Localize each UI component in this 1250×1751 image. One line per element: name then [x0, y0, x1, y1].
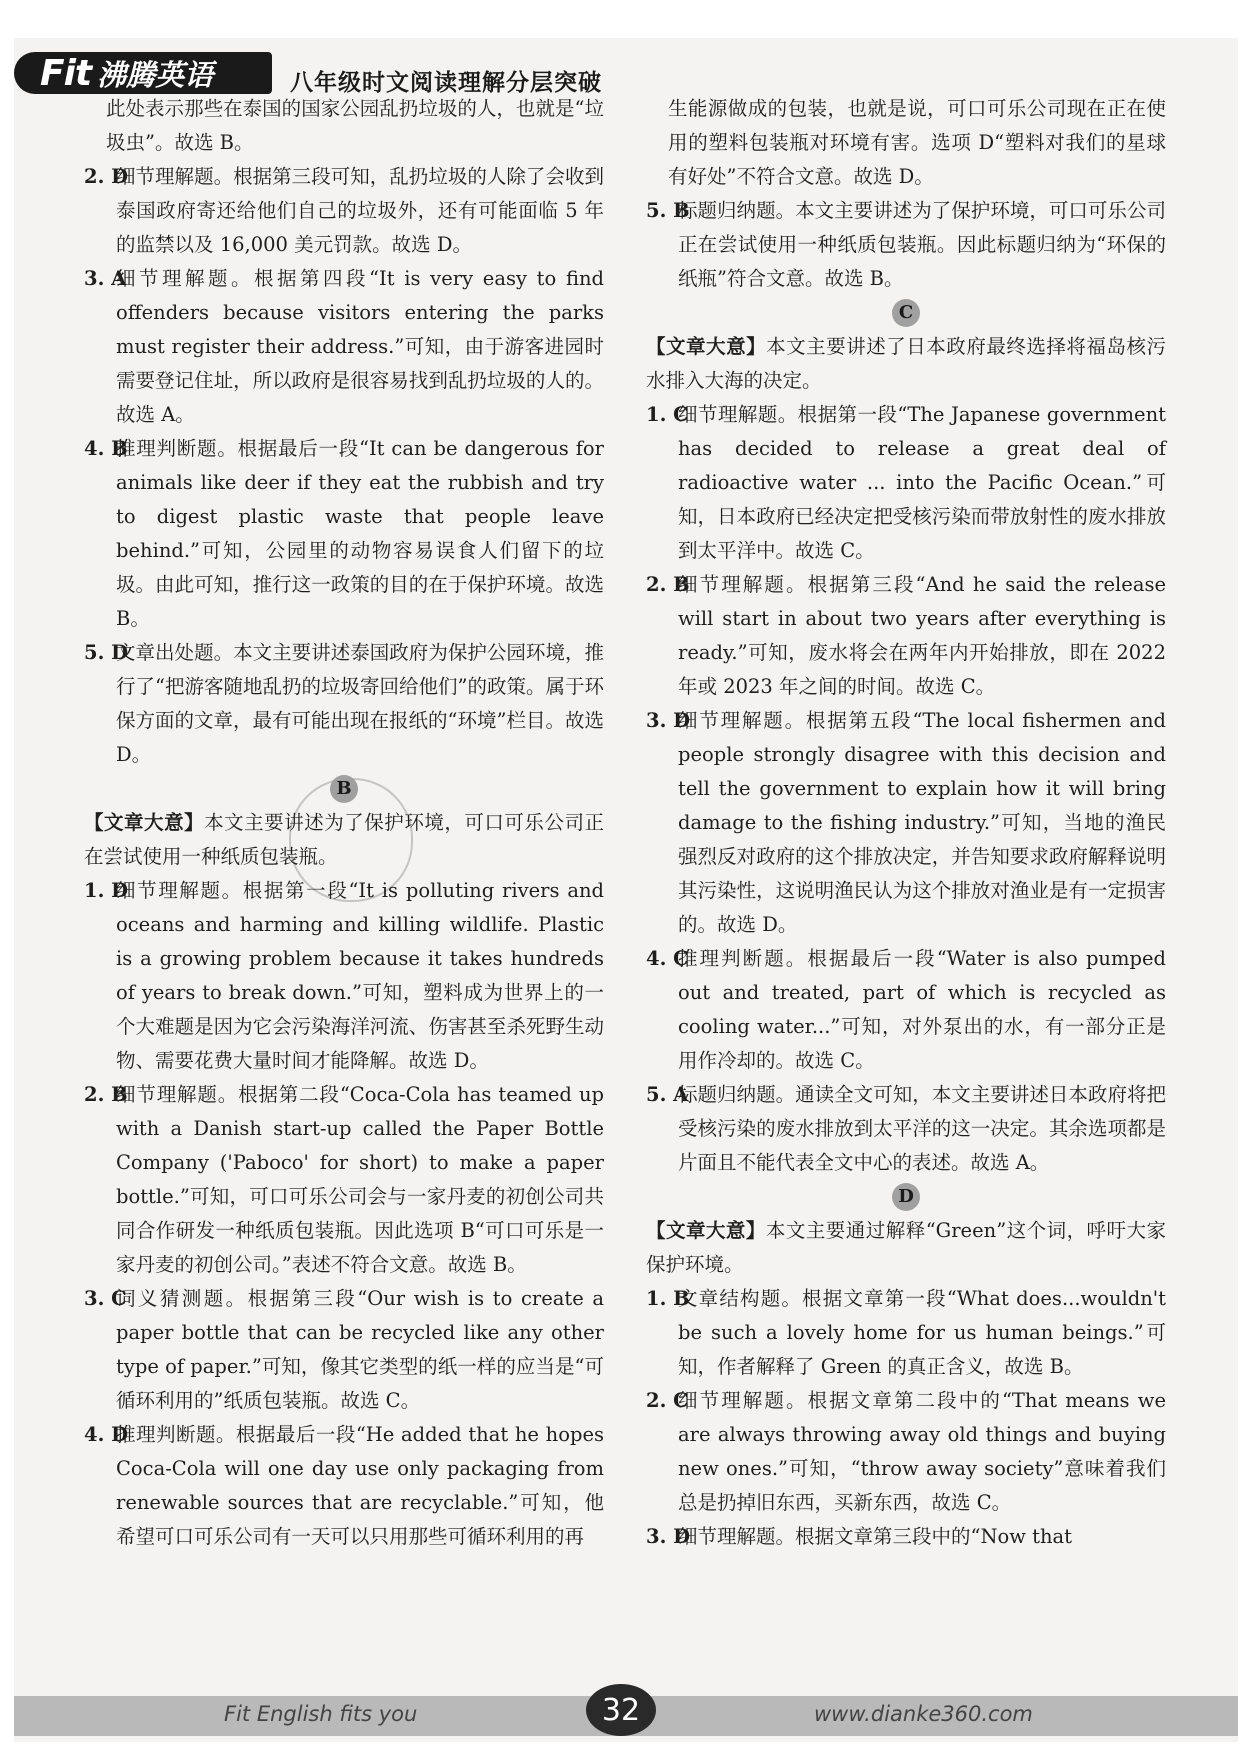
answer-number: 3. D: [646, 709, 691, 732]
continuation-paragraph: 生能源做成的包装，也就是说，可口可乐公司现在正在使用的塑料包装瓶对环境有害。选项 D“塑料对我们的星球有好处”不符合文意。故选 D。: [668, 97, 1166, 188]
answer-number: 2. B: [84, 1083, 128, 1106]
answer-number: 4. B: [84, 437, 128, 460]
summary-tag: 【文章大意】: [646, 1219, 766, 1242]
answer-explanation: [646, 1520, 1166, 1554]
summary-tag: 【文章大意】: [646, 335, 767, 358]
answer-explanation: [84, 636, 604, 772]
answer-explanation: [646, 1282, 1166, 1384]
footer-website: www.dianke360.com: [814, 1702, 1033, 1726]
answer-text: 推理判断题。根据最后一段“It can be dangerous for animals like deer if they eat the rubbish and try to digest plastic waste that people leave behind.”可知，公园里的动物容易误食人们留下的垃圾。由此可知，推行这一政策的目的在于保护环境。故选 B。: [116, 437, 604, 630]
answer-text: 细节理解题。根据文章第二段中的“That means we are always throwing away old things and buying new ones.”可知，“throw away society”意味着我们总是扔掉旧东西，买新东西，故选 C。: [678, 1389, 1166, 1514]
section-marker: [84, 772, 604, 806]
answer-text: 细节理解题。根据文章第三段中的“Now that: [678, 1525, 1073, 1548]
section-marker: [646, 296, 1166, 330]
answer-text: 细节理解题。根据第二段“Coca-Cola has teamed up with a Danish start-up called the Paper Bottle Company ('Paboco' for short) to make a paper bottle.”可知，可口可乐公司会与一家丹麦的初创公司共同合作研发一种纸质包装瓶。因此选项 B“可口可乐是一家丹麦的初创公司。”表述不符合文意。故选 B。: [116, 1083, 604, 1276]
answer-number: 5. A: [646, 1083, 689, 1106]
logo-fit-text: Fit: [40, 52, 92, 94]
page-footer: [14, 1692, 1238, 1736]
summary-text: 本文主要讲述为了保护环境，可口可乐公司正在尝试使用一种纸质包装瓶。: [84, 811, 604, 868]
article-summary: [646, 1214, 1166, 1282]
summary-text: 本文主要通过解释“Green”这个词，呼吁大家保护环境。: [646, 1219, 1166, 1276]
answer-explanation: [84, 262, 604, 432]
answer-number: 5. D: [84, 641, 129, 664]
answer-text: 推理判断题。根据最后一段“Water is also pumped out and treated, part of which is recycled as cooling water...”可知，对外泵出的水，有一部分正是用作冷却的。故选 C。: [678, 947, 1166, 1072]
article-summary: [84, 806, 604, 874]
section-letter: B: [330, 775, 358, 803]
page-number: 32: [601, 1692, 641, 1728]
brand-logo: [14, 52, 272, 94]
answer-number: 5. B: [646, 199, 690, 222]
answer-explanation: [646, 194, 1166, 296]
section-marker: [646, 1180, 1166, 1214]
answer-explanation: [84, 432, 604, 636]
answer-text: 细节理解题。根据第一段“It is polluting rivers and oceans and harming and killing wildlife. Plastic is a growing problem because it takes hundreds of years to break down.”可知，塑料成为世界上的一个大难题是因为它会污染海洋河流、伤害甚至杀死野生动物、需要花费大量时间才能降解。故选 D。: [116, 879, 604, 1072]
answer-explanation: [84, 1282, 604, 1418]
answer-number: 4. C: [646, 947, 689, 970]
answer-text: 细节理解题。根据第三段可知，乱扔垃圾的人除了会收到泰国政府寄还给他们自己的垃圾外，还有可能面临 5 年的监禁以及 16,000 美元罚款。故选 D。: [116, 165, 604, 256]
answer-number: 4. D: [84, 1423, 129, 1446]
summary-tag: 【文章大意】: [84, 811, 205, 834]
answer-explanation: [646, 704, 1166, 942]
answer-number: 2. C: [646, 1389, 689, 1412]
answer-number: 1. D: [84, 879, 129, 902]
answer-number: 1. B: [646, 1287, 690, 1310]
answer-number: 3. C: [84, 1287, 127, 1310]
answer-number: 1. C: [646, 403, 689, 426]
answer-explanation: [646, 568, 1166, 704]
answer-explanation: [646, 942, 1166, 1078]
answer-text: 推理判断题。根据最后一段“He added that he hopes Coca-Cola will one day use only packaging from renewable sources that are recyclable.”可知，他希望可口可乐公司有一天可以只用那些可循环利用的再: [116, 1423, 604, 1548]
page-number-badge: [586, 1684, 656, 1736]
article-summary: [646, 330, 1166, 398]
answer-number: 2. B: [646, 573, 690, 596]
footer-slogan: Fit English fits you: [224, 1702, 418, 1726]
answer-explanation: [84, 1418, 604, 1554]
answer-text: 细节理解题。根据第一段“The Japanese government has decided to release a great deal of radioactive water ... into the Pacific Ocean.”可知，日本政府已经决定把受核污染而带放射性的废水排放到太平洋中。故选 C。: [678, 403, 1166, 562]
section-letter: C: [892, 299, 920, 327]
answer-number: 3. A: [84, 267, 127, 290]
left-column: [84, 92, 604, 1554]
answer-number: 2. D: [84, 165, 129, 188]
answer-explanation: [84, 1078, 604, 1282]
section-letter: D: [892, 1183, 920, 1211]
answer-text: 文章出处题。本文主要讲述泰国政府为保护公园环境，推行了“把游客随地乱扔的垃圾寄回给他们”的政策。属于环保方面的文章，最有可能出现在报纸的“环境”栏目。故选 D。: [116, 641, 604, 766]
answer-text: 标题归纳题。本文主要讲述为了保护环境，可口可乐公司正在尝试使用一种纸质包装瓶。因此标题归纳为“环保的纸瓶”符合文意。故选 B。: [678, 199, 1166, 290]
answer-explanation: [646, 1078, 1166, 1180]
book-title: 八年级时文阅读理解分层突破: [290, 70, 602, 96]
answer-explanation: [84, 874, 604, 1078]
answer-text: 文章结构题。根据文章第一段“What does...wouldn't be such a lovely home for us human beings.”可知，作者解释了 Green 的真正含义，故选 B。: [678, 1287, 1166, 1378]
answer-explanation: [646, 1384, 1166, 1520]
answer-text: 细节理解题。根据第五段“The local fishermen and people strongly disagree with this decision and tell the government to explain how it will bring damage to the fishing industry.”可知，当地的渔民强烈反对政府的这个排放决定，并告知要求政府解释说明其污染性，这说明渔民认为这个排放对渔业是有一定损害的。故选 D。: [678, 709, 1166, 936]
answer-text: 标题归纳题。通读全文可知，本文主要讲述日本政府将把受核污染的废水排放到太平洋的这一决定。其余选项都是片面且不能代表全文中心的表述。故选 A。: [678, 1083, 1166, 1174]
logo-brand-text: 沸腾英语: [97, 57, 214, 92]
answer-number: 3. D: [646, 1525, 691, 1548]
continuation-paragraph: 此处表示那些在泰国的国家公园乱扔垃圾的人，也就是“垃圾虫”。故选 B。: [106, 97, 604, 154]
answer-explanation: [84, 160, 604, 262]
right-column: [646, 92, 1166, 1554]
answer-text: 细节理解题。根据第四段“It is very easy to find offenders because visitors entering the parks must register their address.”可知，由于游客进园时需要登记住址，所以政府是很容易找到乱扔垃圾的人的。故选 A。: [116, 267, 604, 426]
summary-text: 本文主要讲述了日本政府最终选择将福岛核污水排入大海的决定。: [646, 335, 1166, 392]
answer-text: 细节理解题。根据第三段“And he said the release will start in about two years after everything is ready.”可知，废水将会在两年内开始排放，即在 2022 年或 2023 年之间的时间。故选 C。: [678, 573, 1166, 698]
answer-explanation: [646, 398, 1166, 568]
answer-text: 词义猜测题。根据第三段“Our wish is to create a paper bottle that can be recycled like any other type of paper.”可知，像其它类型的纸一样的应当是“可循环利用的”纸质包装瓶。故选 C。: [116, 1287, 604, 1412]
